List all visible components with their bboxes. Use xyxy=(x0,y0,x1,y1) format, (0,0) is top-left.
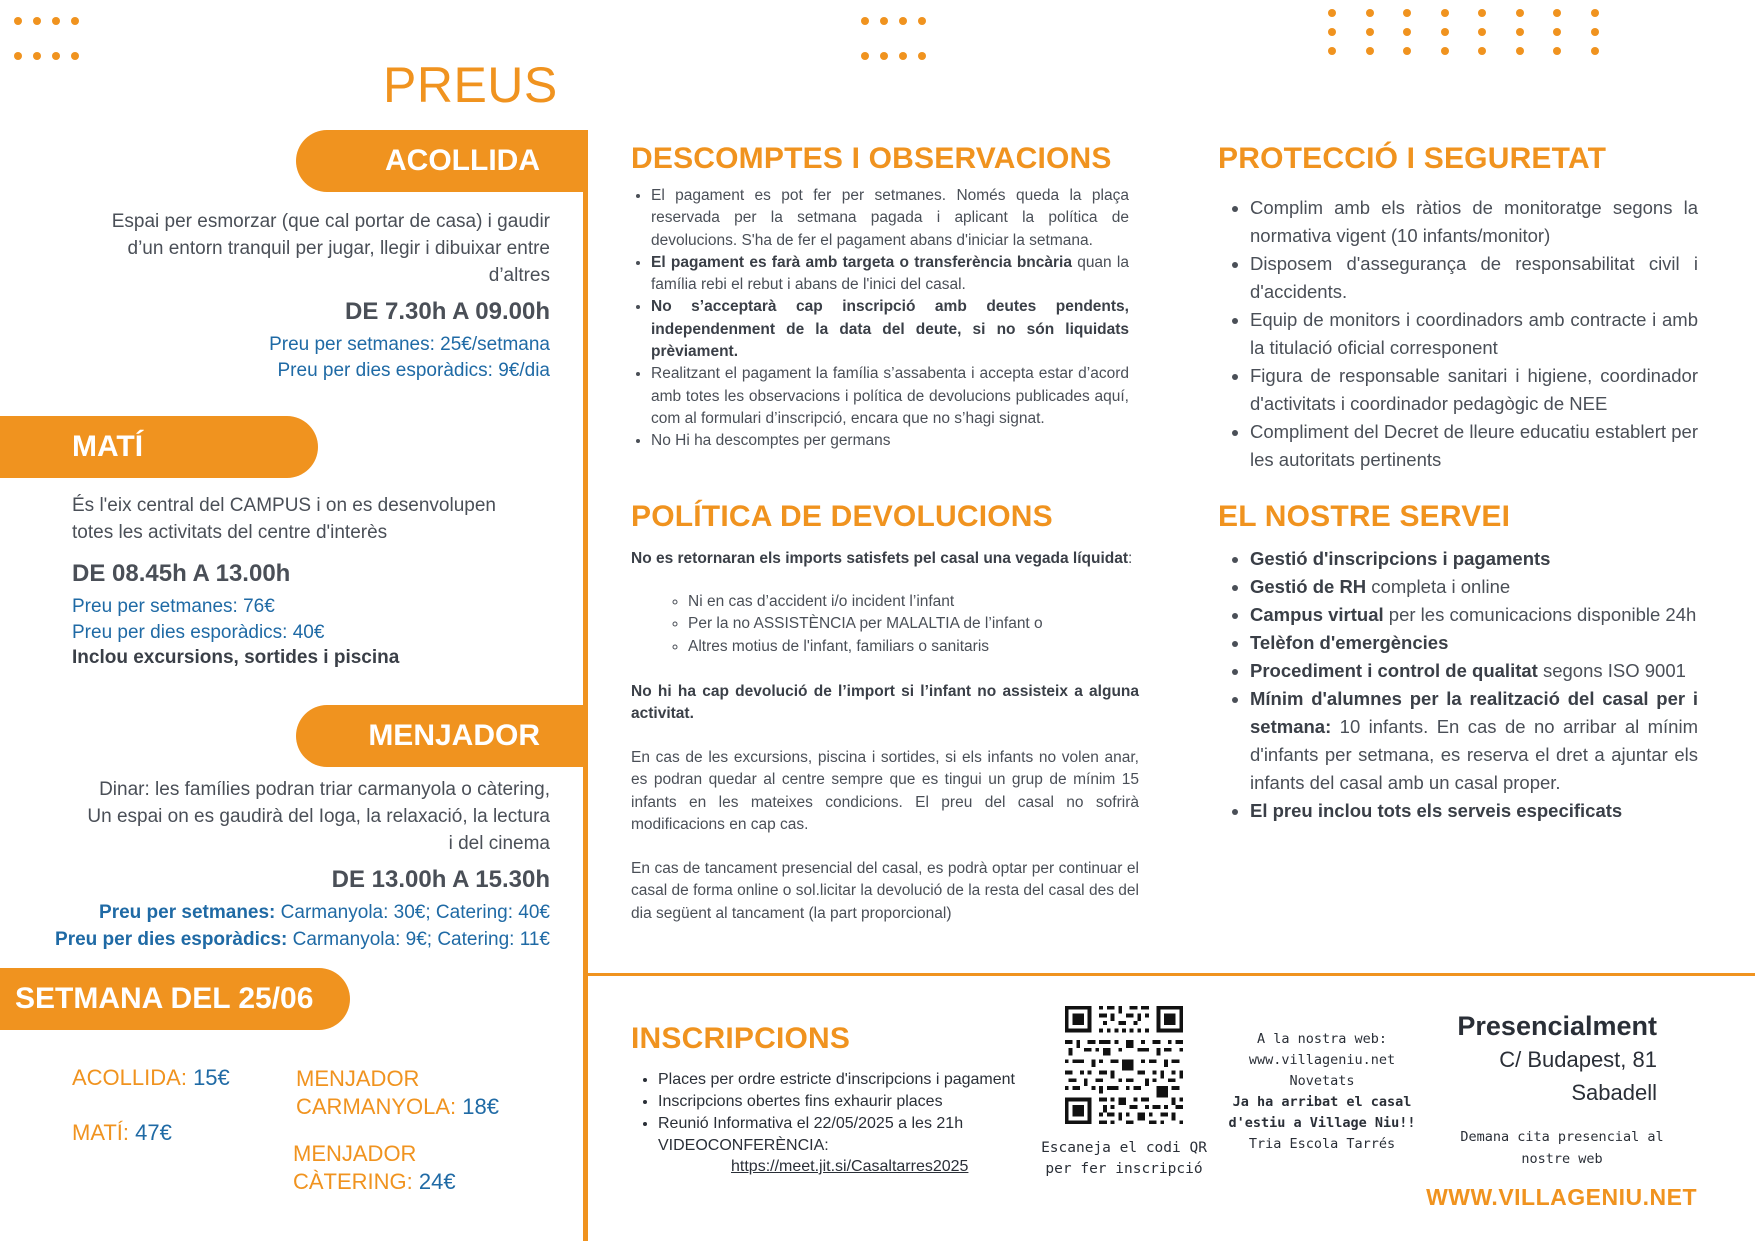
list-item-text: 10 infants. En cas de no arribar al mínim d'infants per setmana, es reserva el dret a ajuntar els infants del casal amb un casal proper. xyxy=(1250,716,1698,793)
dot xyxy=(14,52,22,60)
devolucions-para2: En cas de les excursions, piscina i sortides, si els infants no volen anar, es podran quedar al centre sempre que es tingui un grup de mínim 15 infants en les mateixes condicions. El preu del casal no sofrirà modificacions en cap cas. xyxy=(631,749,1139,833)
presencial-address-1: C/ Budapest, 81 xyxy=(1499,1047,1657,1072)
proteccio-heading: PROTECCIÓ I SEGURETAT xyxy=(1218,142,1607,175)
presencial-note xyxy=(1440,1126,1684,1170)
dot xyxy=(52,52,60,60)
list-item-line: • Reunió Informativa el 22/05/2025 a les 21h xyxy=(658,1115,964,1132)
list-item xyxy=(1250,573,1698,601)
dot xyxy=(861,52,869,60)
mati-description: És l'eix central del CAMPUS i on es desenvolupen totes les activitats del centre d'interès xyxy=(72,495,496,543)
mati-includes: Inclou excursions, sortides i piscina xyxy=(72,647,400,668)
devolucions-para1-bold: No hi ha cap devolució de l’import si l’infant no assisteix a alguna activitat. xyxy=(631,683,1139,723)
dot xyxy=(1591,9,1599,17)
dot xyxy=(1441,9,1449,17)
menjador-heading: MENJADOR xyxy=(296,705,588,767)
dot xyxy=(1516,9,1524,17)
dot xyxy=(1478,9,1486,17)
setmana-acollida-label: ACOLLIDA: xyxy=(72,1065,187,1090)
dot xyxy=(33,52,41,60)
proteccio-list xyxy=(1226,194,1698,474)
setmana-menjador-cat-label-2: CÀTERING: xyxy=(293,1169,413,1194)
list-item: • No Hi ha descomptes per germans xyxy=(651,430,1129,452)
videoconference-link[interactable]: https://meet.jit.si/Casaltarres2025 xyxy=(731,1158,969,1175)
qr-caption-line: per fer inscripció xyxy=(1045,1161,1203,1177)
menjador-price-weeks-label: Preu per setmanes: xyxy=(99,902,276,923)
list-item xyxy=(1250,629,1698,657)
list-item: • Places per ordre estricte d'inscripcions i pagament xyxy=(658,1069,1056,1091)
web-note-line: d'estiu a Village Niu!! xyxy=(1228,1115,1416,1131)
menjador-price-weeks-value: Carmanyola: 30€; Catering: 40€ xyxy=(280,902,550,923)
page-title: PREUS xyxy=(383,57,558,113)
list-item: • El pagament es pot fer per setmanes. Només queda la plaça reservada per la setmana pagada i aplicant la política de devolucions. S'ha de fer el pagament abans d'iniciar la setmana. xyxy=(651,185,1129,252)
acollida-description: Espai per esmorzar (que cal portar de casa) i gaudir d’un entorn tranquil per jugar, llegir i dibuixar entre d’altres xyxy=(111,211,550,286)
dot xyxy=(1366,9,1374,17)
devolucions-intro-colon: : xyxy=(1128,550,1133,567)
list-item xyxy=(1250,657,1698,685)
list-item: ◦ Ni en cas d’accident i/o incident l’infant xyxy=(688,591,1128,613)
dot xyxy=(880,17,888,25)
list-item xyxy=(1250,797,1698,825)
acollida-price-weeks: Preu per setmanes: 25€/setmana xyxy=(269,334,550,355)
acollida-time: DE 7.30h A 09.00h xyxy=(345,298,550,325)
list-item: • Complim amb els ràtios de monitoratge segons la normativa vigent (10 infants/monitor) xyxy=(1250,194,1698,250)
list-item xyxy=(1250,685,1698,797)
setmana-menjador-carm-label-2: CARMANYOLA: xyxy=(296,1094,457,1119)
menjador-description: Dinar: les famílies podran triar carmanyola o càtering, Un espai on es gaudirà del Ioga, la relaxació, la lectura i del cinema xyxy=(87,779,550,854)
web-note xyxy=(1222,1029,1422,1155)
setmana-menjador-cat-value: 24€ xyxy=(418,1169,456,1194)
list-item xyxy=(651,252,1129,297)
dot xyxy=(1403,28,1411,36)
mati-time: DE 08.45h A 13.00h xyxy=(72,560,291,587)
list-item-text: quan la família rebi el rebut i abans de l'inici del casal. xyxy=(651,253,1129,294)
list-item: • Equip de monitors i coordinadors amb contracte i amb la titulació oficial corresponent xyxy=(1250,306,1698,362)
web-note-line: Novetats xyxy=(1289,1073,1355,1089)
setmana-menjador-carmanyola xyxy=(296,1065,499,1121)
mati-price-weeks: Preu per setmanes: 76€ xyxy=(72,596,275,617)
list-item-line: VIDEOCONFERÈNCIA: xyxy=(658,1137,829,1154)
dot xyxy=(1328,9,1336,17)
dot xyxy=(1516,47,1524,55)
list-item-bold: Campus virtual xyxy=(1250,604,1384,625)
setmana-acollida-value: 15€ xyxy=(193,1065,230,1090)
list-item-bold: Mínim d'alumnes per la realització del casal per i setmana: xyxy=(1250,688,1698,737)
inscripcions-heading: INSCRIPCIONS xyxy=(631,1022,851,1055)
list-item-bold: El preu inclou tots els serveis especificats xyxy=(1250,800,1623,821)
presencial-note-line: Demana cita presencial al xyxy=(1460,1129,1664,1145)
list-item xyxy=(1250,545,1698,573)
setmana-acollida xyxy=(72,1065,230,1091)
decorative-dots-top-right xyxy=(1328,9,1628,55)
list-item xyxy=(651,296,1129,363)
menjador-price-days xyxy=(40,927,550,953)
list-item-bold: El pagament es farà amb targeta o transferència bncària xyxy=(651,253,1072,271)
list-item-bold: Gestió d'inscripcions i pagaments xyxy=(1250,548,1551,569)
qr-caption xyxy=(1034,1138,1214,1180)
servei-list xyxy=(1226,545,1698,825)
presencial-heading: Presencialment xyxy=(1457,1011,1657,1041)
list-item-text: completa i online xyxy=(1366,576,1511,597)
dot xyxy=(14,17,22,25)
list-item-bold: Procediment i control de qualitat xyxy=(1250,660,1538,681)
list-item-bold: Telèfon d'emergències xyxy=(1250,632,1449,653)
devolucions-intro-bold: No es retornaran els imports satisfets pel casal una vegada líquidat xyxy=(631,550,1129,567)
dot xyxy=(1478,47,1486,55)
mati-heading: MATÍ xyxy=(0,416,318,478)
dot xyxy=(1553,9,1561,17)
list-item: • Compliment del Decret de lleure educatiu establert per les autoritats pertinents xyxy=(1250,418,1698,474)
vertical-divider xyxy=(583,130,588,1241)
menjador-price-weeks xyxy=(60,900,550,926)
web-note-url[interactable]: www.villageniu.net xyxy=(1248,1052,1396,1068)
web-note-line: Ja ha arribat el casal xyxy=(1232,1094,1412,1110)
devolucions-sublist xyxy=(668,591,1128,658)
website-link[interactable]: WWW.VILLAGENIU.NET xyxy=(1426,1184,1697,1210)
list-item: • Disposem d'assegurança de responsabilitat civil i d'accidents. xyxy=(1250,250,1698,306)
list-item-text: segons ISO 9001 xyxy=(1537,660,1686,681)
dot xyxy=(1553,47,1561,55)
dot xyxy=(918,52,926,60)
list-item: • Realitzant el pagament la família s’assabenta i accepta estar d’acord amb totes les observacions i política de devolucions publicades aquí, com al formulari d’inscripció, encara que no s’hagi signat. xyxy=(651,363,1129,430)
setmana-menjador-carm-label-1: MENJADOR xyxy=(296,1066,420,1091)
web-note-line: A la nostra web: xyxy=(1256,1031,1388,1047)
list-item-text: per les comunicacions disponible 24h xyxy=(1383,604,1697,625)
devolucions-intro xyxy=(631,548,1139,570)
horizontal-divider xyxy=(588,973,1755,976)
setmana-heading: SETMANA DEL 25/06 xyxy=(0,968,350,1030)
acollida-price-days: Preu per dies esporàdics: 9€/dia xyxy=(277,360,550,381)
qr-caption-line: Escaneja el codi QR xyxy=(1041,1140,1207,1156)
setmana-menjador-cat-label-1: MENJADOR xyxy=(293,1141,417,1166)
list-item-bold: No s’acceptarà cap inscripció amb deutes pendents, independenment de la data del deute, si no són liquidats prèviament. xyxy=(651,298,1129,361)
presencial-note-line: nostre web xyxy=(1521,1151,1603,1167)
menjador-price-days-label: Preu per dies esporàdics: xyxy=(55,929,288,950)
mati-price-days: Preu per dies esporàdics: 40€ xyxy=(72,622,325,643)
devolucions-para1 xyxy=(631,681,1139,726)
list-item xyxy=(658,1113,1056,1157)
dot xyxy=(71,52,79,60)
inscripcions-list xyxy=(636,1069,1056,1157)
setmana-menjador-catering xyxy=(293,1140,456,1196)
setmana-mati-value: 47€ xyxy=(135,1120,172,1145)
menjador-price-days-value: Carmanyola: 9€; Catering: 11€ xyxy=(292,929,550,950)
web-note-line: Tria Escola Tarrés xyxy=(1248,1136,1396,1152)
dot xyxy=(33,17,41,25)
acollida-heading: ACOLLIDA xyxy=(296,130,588,192)
decorative-dots-top-center xyxy=(861,17,937,60)
dot xyxy=(918,17,926,25)
descomptes-list xyxy=(631,185,1129,453)
menjador-time: DE 13.00h A 15.30h xyxy=(331,866,550,893)
list-item-bold: Gestió de RH xyxy=(1250,576,1367,597)
descomptes-heading: DESCOMPTES I OBSERVACIONS xyxy=(631,142,1112,175)
list-item: ◦ Per la no ASSISTÈNCIA per MALALTIA de l’infant o xyxy=(688,613,1128,635)
setmana-menjador-carm-value: 18€ xyxy=(462,1094,499,1119)
decorative-dots-top-left xyxy=(14,17,90,60)
dot xyxy=(1403,9,1411,17)
dot xyxy=(1591,28,1599,36)
presencial-address-2: Sabadell xyxy=(1571,1080,1657,1105)
dot xyxy=(71,17,79,25)
dot xyxy=(899,52,907,60)
dot xyxy=(1441,47,1449,55)
dot xyxy=(1553,28,1561,36)
devolucions-heading: POLÍTICA DE DEVOLUCIONS xyxy=(631,500,1053,533)
list-item: ◦ Altres motius de l'infant, familiars o sanitaris xyxy=(688,636,1128,658)
list-item: • Figura de responsable sanitari i higiene, coordinador d'activitats i coordinador pedagògic de NEE xyxy=(1250,362,1698,418)
dot xyxy=(861,17,869,25)
dot xyxy=(880,52,888,60)
dot xyxy=(52,17,60,25)
dot xyxy=(1441,28,1449,36)
dot xyxy=(1366,47,1374,55)
setmana-mati xyxy=(72,1120,172,1146)
dot xyxy=(1591,47,1599,55)
devolucions-para3: En cas de tancament presencial del casal, es podrà optar per continuar el casal de forma online o sol.licitar la devolució de la resta del casal des del dia següent al tancament (la part proporcional) xyxy=(631,860,1139,922)
list-item xyxy=(1250,601,1698,629)
setmana-mati-label: MATÍ: xyxy=(72,1120,130,1145)
servei-heading: EL NOSTRE SERVEI xyxy=(1218,500,1511,533)
dot xyxy=(1403,47,1411,55)
dot xyxy=(1328,47,1336,55)
dot xyxy=(1516,28,1524,36)
dot xyxy=(1478,28,1486,36)
dot xyxy=(1328,28,1336,36)
qr-code-image xyxy=(1060,1002,1188,1128)
list-item: • Inscripcions obertes fins exhaurir places xyxy=(658,1091,1056,1113)
dot xyxy=(899,17,907,25)
dot xyxy=(1366,28,1374,36)
